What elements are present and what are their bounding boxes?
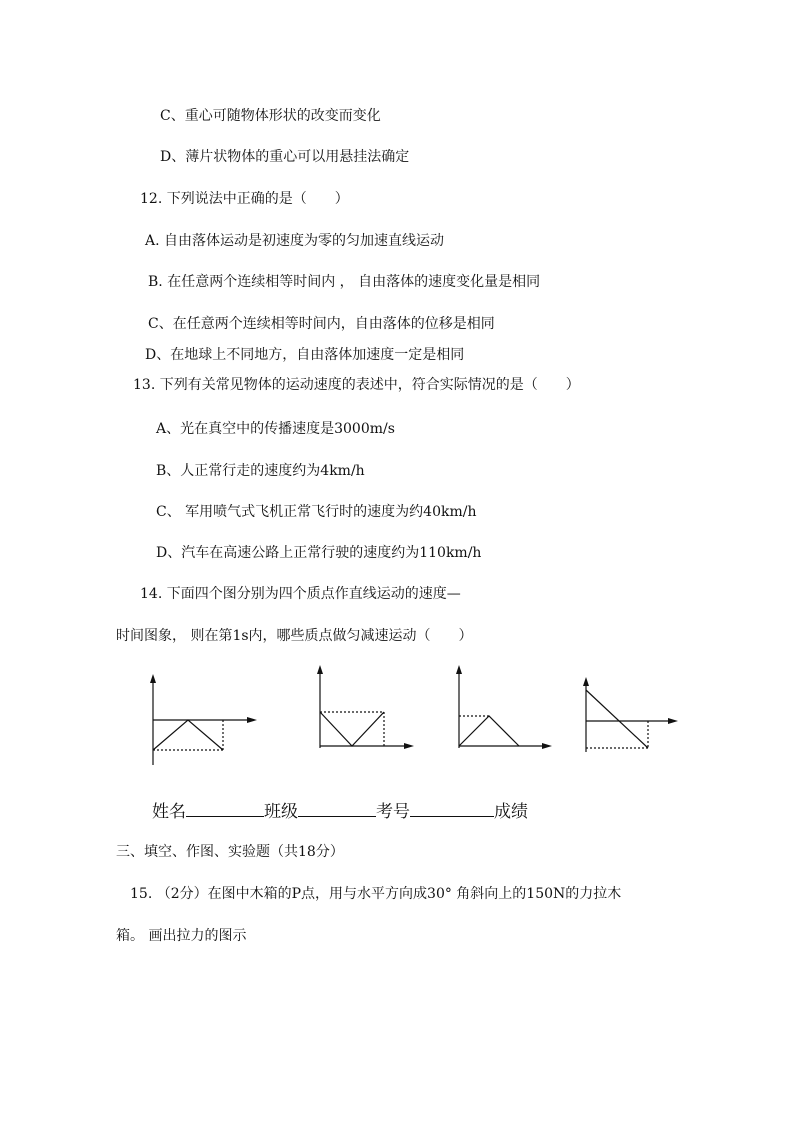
q13-option-c: C、 军用喷气式飞机正常飞行时的速度为约40km/h [156, 504, 477, 520]
q12-option-a: A. 自由落体运动是初速度为零的匀加速直线运动 [145, 233, 445, 249]
vt-graph-1 [145, 670, 265, 770]
q12-stem: 12. 下列说法中正确的是（ ） [140, 191, 349, 207]
q14-stem-line2: 时间图象， 则在第1s内，哪些质点做匀减速运动（ ） [116, 628, 473, 644]
q11-option-d: D、薄片状物体的重心可以用悬挂法确定 [160, 149, 410, 165]
vt-graph-4 [578, 672, 688, 762]
q13-option-d: D、汽车在高速公路上正常行驶的速度约为110km/h [156, 545, 482, 561]
q13-option-b: B、人正常行走的速度约为4km/h [156, 463, 365, 479]
name-blank[interactable] [186, 800, 264, 817]
q13-stem: 13. 下列有关常见物体的运动速度的表述中，符合实际情况的是（ ） [133, 377, 580, 393]
score-label: 成绩 [494, 802, 528, 822]
vt-graph-2 [312, 660, 422, 755]
class-blank[interactable] [298, 800, 376, 817]
id-label: 考号 [376, 802, 410, 822]
q15-line2: 箱。 画出拉力的图示 [116, 928, 247, 944]
id-blank[interactable] [410, 800, 494, 817]
q12-option-c: C、在任意两个连续相等时间内，自由落体的位移是相同 [148, 316, 495, 332]
student-info-row [152, 800, 528, 823]
vt-graph-3 [452, 662, 562, 757]
q11-option-c: C、重心可随物体形状的改变而变化 [160, 108, 381, 124]
q14-stem-line1: 14. 下面四个图分别为四个质点作直线运动的速度— [140, 586, 461, 602]
q15-line1: 15. （2分）在图中木箱的P点，用与水平方向成30° 角斜向上的150N的力拉木 [130, 886, 622, 902]
q12-option-b: B. 在任意两个连续相等时间内 ， 自由落体的速度变化量是相同 [148, 274, 541, 290]
class-label: 班级 [264, 802, 298, 822]
q13-option-a: A、光在真空中的传播速度是3000m/s [156, 421, 395, 437]
q12-option-d: D、在地球上不同地方，自由落体加速度一定是相同 [145, 347, 465, 363]
section-3-title: 三、填空、作图、实验题（共18分） [116, 844, 344, 860]
name-label: 姓名 [152, 802, 186, 822]
